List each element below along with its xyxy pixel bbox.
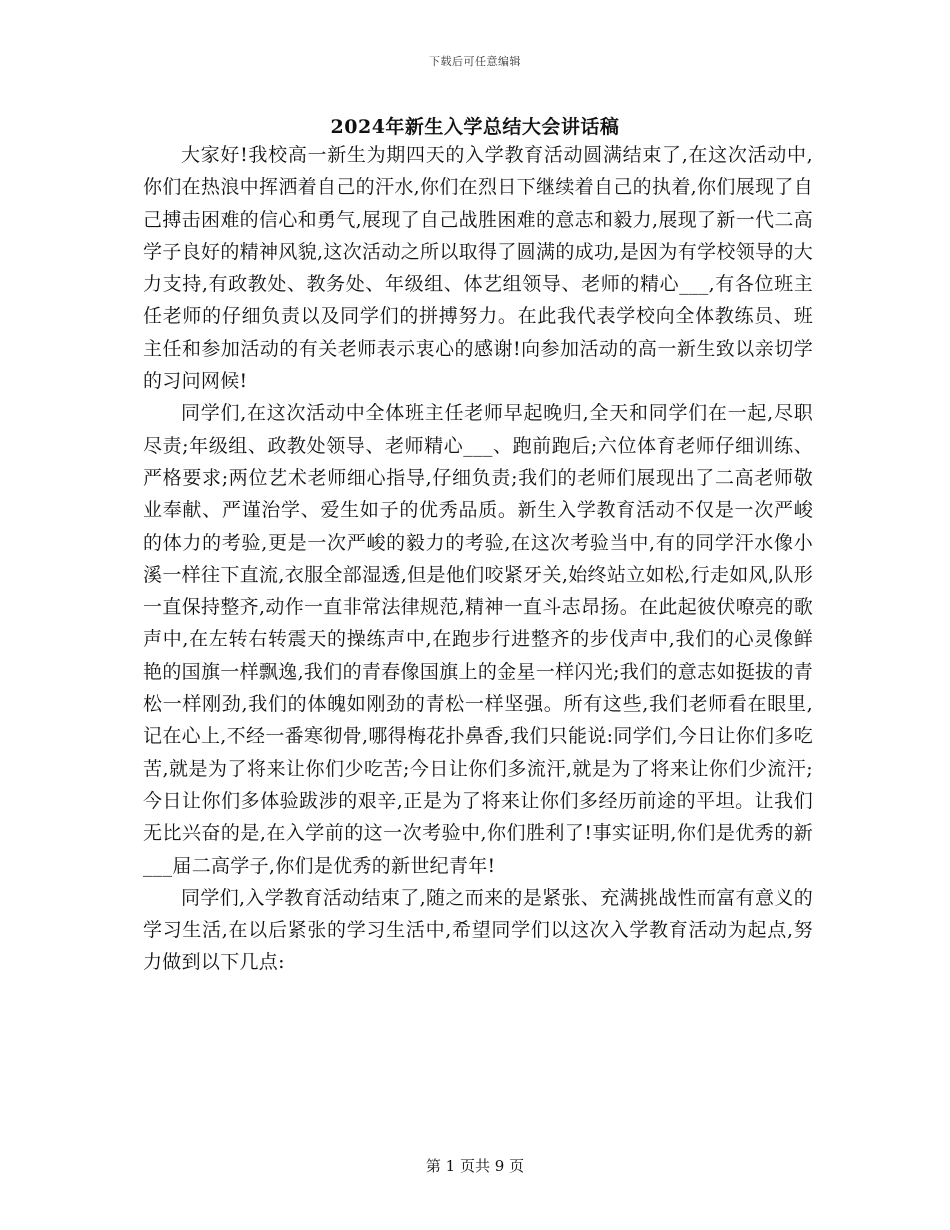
- paragraph-opening: 大家好!我校高一新生为期四天的入学教育活动圆满结束了,在这次活动中,你们在热浪中挥洒着自己的汗水,你们在烈日下继续着自己的执着,你们展现了自己搏击困难的信心和勇气,展现了自己战胜困难的意志和毅力,展现了新一代二高学子良好的精神风貌,这次活动之所以取得了圆满的成功,是因为有学校领导的大力支持,有政教处、教务处、年级组、体艺组领导、老师的精心___,有各位班主任老师的仔细负责以及同学们的拼搏努力。在此我代表学校向全体教练员、班主任和参加活动的有关老师表示衷心的感谢!向参加活动的高一新生致以亲切学的习问网候!: [143, 144, 813, 393]
- paragraph-activity-review: 同学们,在这次活动中全体班主任老师早起晚归,全天和同学们在一起,尽职尽责;年级组、政教处领导、老师精心___、跑前跑后;六位体育老师仔细训练、严格要求;两位艺术老师细心指导,仔细负责;我们的老师们展现出了二高老师敬业奉献、严谨治学、爱生如子的优秀品质。新生入学教育活动不仅是一次严峻的体力的考验,更是一次严峻的毅力的考验,在这次考验当中,有的同学汗水像小溪一样往下直流,衣服全部湿透,但是他们咬紧牙关,始终站立如松,行走如风,队形一直保持整齐,动作一直非常法律规范,精神一直斗志昂扬。在此起彼伏嘹亮的歌声中,在左转右转震天的操练声中,在跑步行进整齐的步伐声中,我们的心灵像鲜艳的国旗一样飘逸,我们的青春像国旗上的金星一样闪光;我们的意志如挺拔的青松一样刚劲,我们的体魄如刚劲的青松一样坚强。所有这些,我们老师看在眼里,记在心上,不经一番寒彻骨,哪得梅花扑鼻香,我们只能说:同学们,今日让你们多吃苦,就是为了将来让你们少吃苦;今日让你们多流汗,就是为了将来让你们少流汗;今日让你们多体验跋涉的艰辛,正是为了将来让你们多经历前途的平坦。让我们无比兴奋的是,在入学前的这一次考验中,你们胜利了!事实证明,你们是优秀的新___届二高学子,你们是优秀的新世纪青年!: [143, 402, 813, 877]
- page-header-note: 下载后可任意编辑: [429, 55, 521, 68]
- document-body: [143, 139, 813, 979]
- paragraph-expectations: 同学们,入学教育活动结束了,随之而来的是紧张、充满挑战性而富有意义的学习生活,在以后紧张的学习生活中,希望同学们以这次入学教育活动为起点,努力做到以下几点:: [143, 886, 813, 974]
- page-number: 第 1 页共 9 页: [425, 1157, 525, 1175]
- document-title: 2024年新生入学总结大会讲话稿: [330, 116, 620, 138]
